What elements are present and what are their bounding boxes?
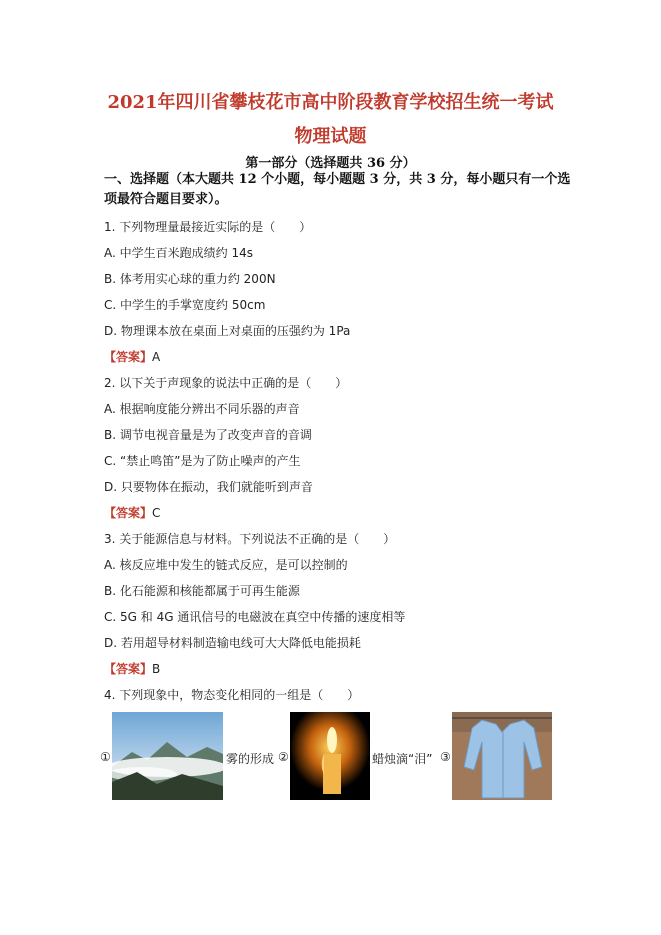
hanging-shirt-photo-icon — [452, 712, 552, 800]
question-2-option-d: D. 只要物体在振动，我们就能听到声音 — [104, 480, 313, 494]
answer-tag: 【答案】 — [104, 350, 153, 364]
question-1-answer — [104, 348, 160, 365]
question-1-stem: 1. 下列物理量最接近实际的是（ ） — [104, 220, 312, 234]
candle-photo-icon — [290, 712, 370, 800]
figure-1-marker: ① — [100, 750, 111, 764]
question-3-option-c: C. 5G 和 4G 通讯信号的电磁波在真空中传播的速度相等 — [104, 610, 406, 624]
question-2-answer — [104, 504, 160, 521]
question-2-option-b: B. 调节电视音量是为了改变声音的音调 — [104, 428, 312, 442]
answer-value: A — [152, 350, 161, 364]
answer-tag: 【答案】 — [104, 506, 153, 520]
part-heading: 第一部分（选择题共 36 分） — [245, 156, 416, 171]
figure-1-caption: 雾的形成 — [226, 752, 275, 766]
figure-2-caption: 蜡烛滴“泪” — [372, 752, 433, 766]
answer-value: C — [152, 506, 161, 520]
figure-row — [100, 712, 570, 802]
question-3-option-a: A. 核反应堆中发生的链式反应，是可以控制的 — [104, 558, 348, 572]
section-heading: 一、选择题（本大题共 12 个小题，每小题题 3 分，共 3 分，每小题只有一个选项最符合题目要求）。 — [104, 172, 571, 207]
exam-title: 2021年四川省攀枝花市高中阶段教育学校招生统一考试 — [107, 92, 554, 113]
question-2-option-a: A. 根据响度能分辨出不同乐器的声音 — [104, 402, 300, 416]
question-2-stem: 2. 以下关于声现象的说法中正确的是（ ） — [104, 376, 348, 390]
question-1-option-b: B. 体考用实心球的重力约 200N — [104, 272, 276, 286]
exam-subtitle: 物理试题 — [294, 126, 367, 147]
question-2-option-c: C. “禁止鸣笛”是为了防止噪声的产生 — [104, 454, 301, 468]
question-1-option-a: A. 中学生百米跑成绩约 14s — [104, 246, 253, 260]
question-1-option-d: D. 物理课本放在桌面上对桌面的压强约为 1Pa — [104, 324, 351, 338]
question-1-option-c: C. 中学生的手掌宽度约 50cm — [104, 298, 266, 312]
figure-3-marker: ③ — [440, 750, 451, 764]
question-3-option-d: D. 若用超导材料制造输电线可大大降低电能损耗 — [104, 636, 361, 650]
figure-2-marker: ② — [278, 750, 289, 764]
mountain-fog-photo-icon — [112, 712, 223, 800]
answer-tag: 【答案】 — [104, 662, 153, 676]
question-3-option-b: B. 化石能源和核能都属于可再生能源 — [104, 584, 300, 598]
question-3-stem: 3. 关于能源信息与材料。下列说法不正确的是（ ） — [104, 532, 396, 546]
answer-value: B — [152, 662, 161, 676]
question-4-stem: 4. 下列现象中，物态变化相同的一组是（ ） — [104, 688, 360, 702]
question-3-answer — [104, 660, 160, 677]
